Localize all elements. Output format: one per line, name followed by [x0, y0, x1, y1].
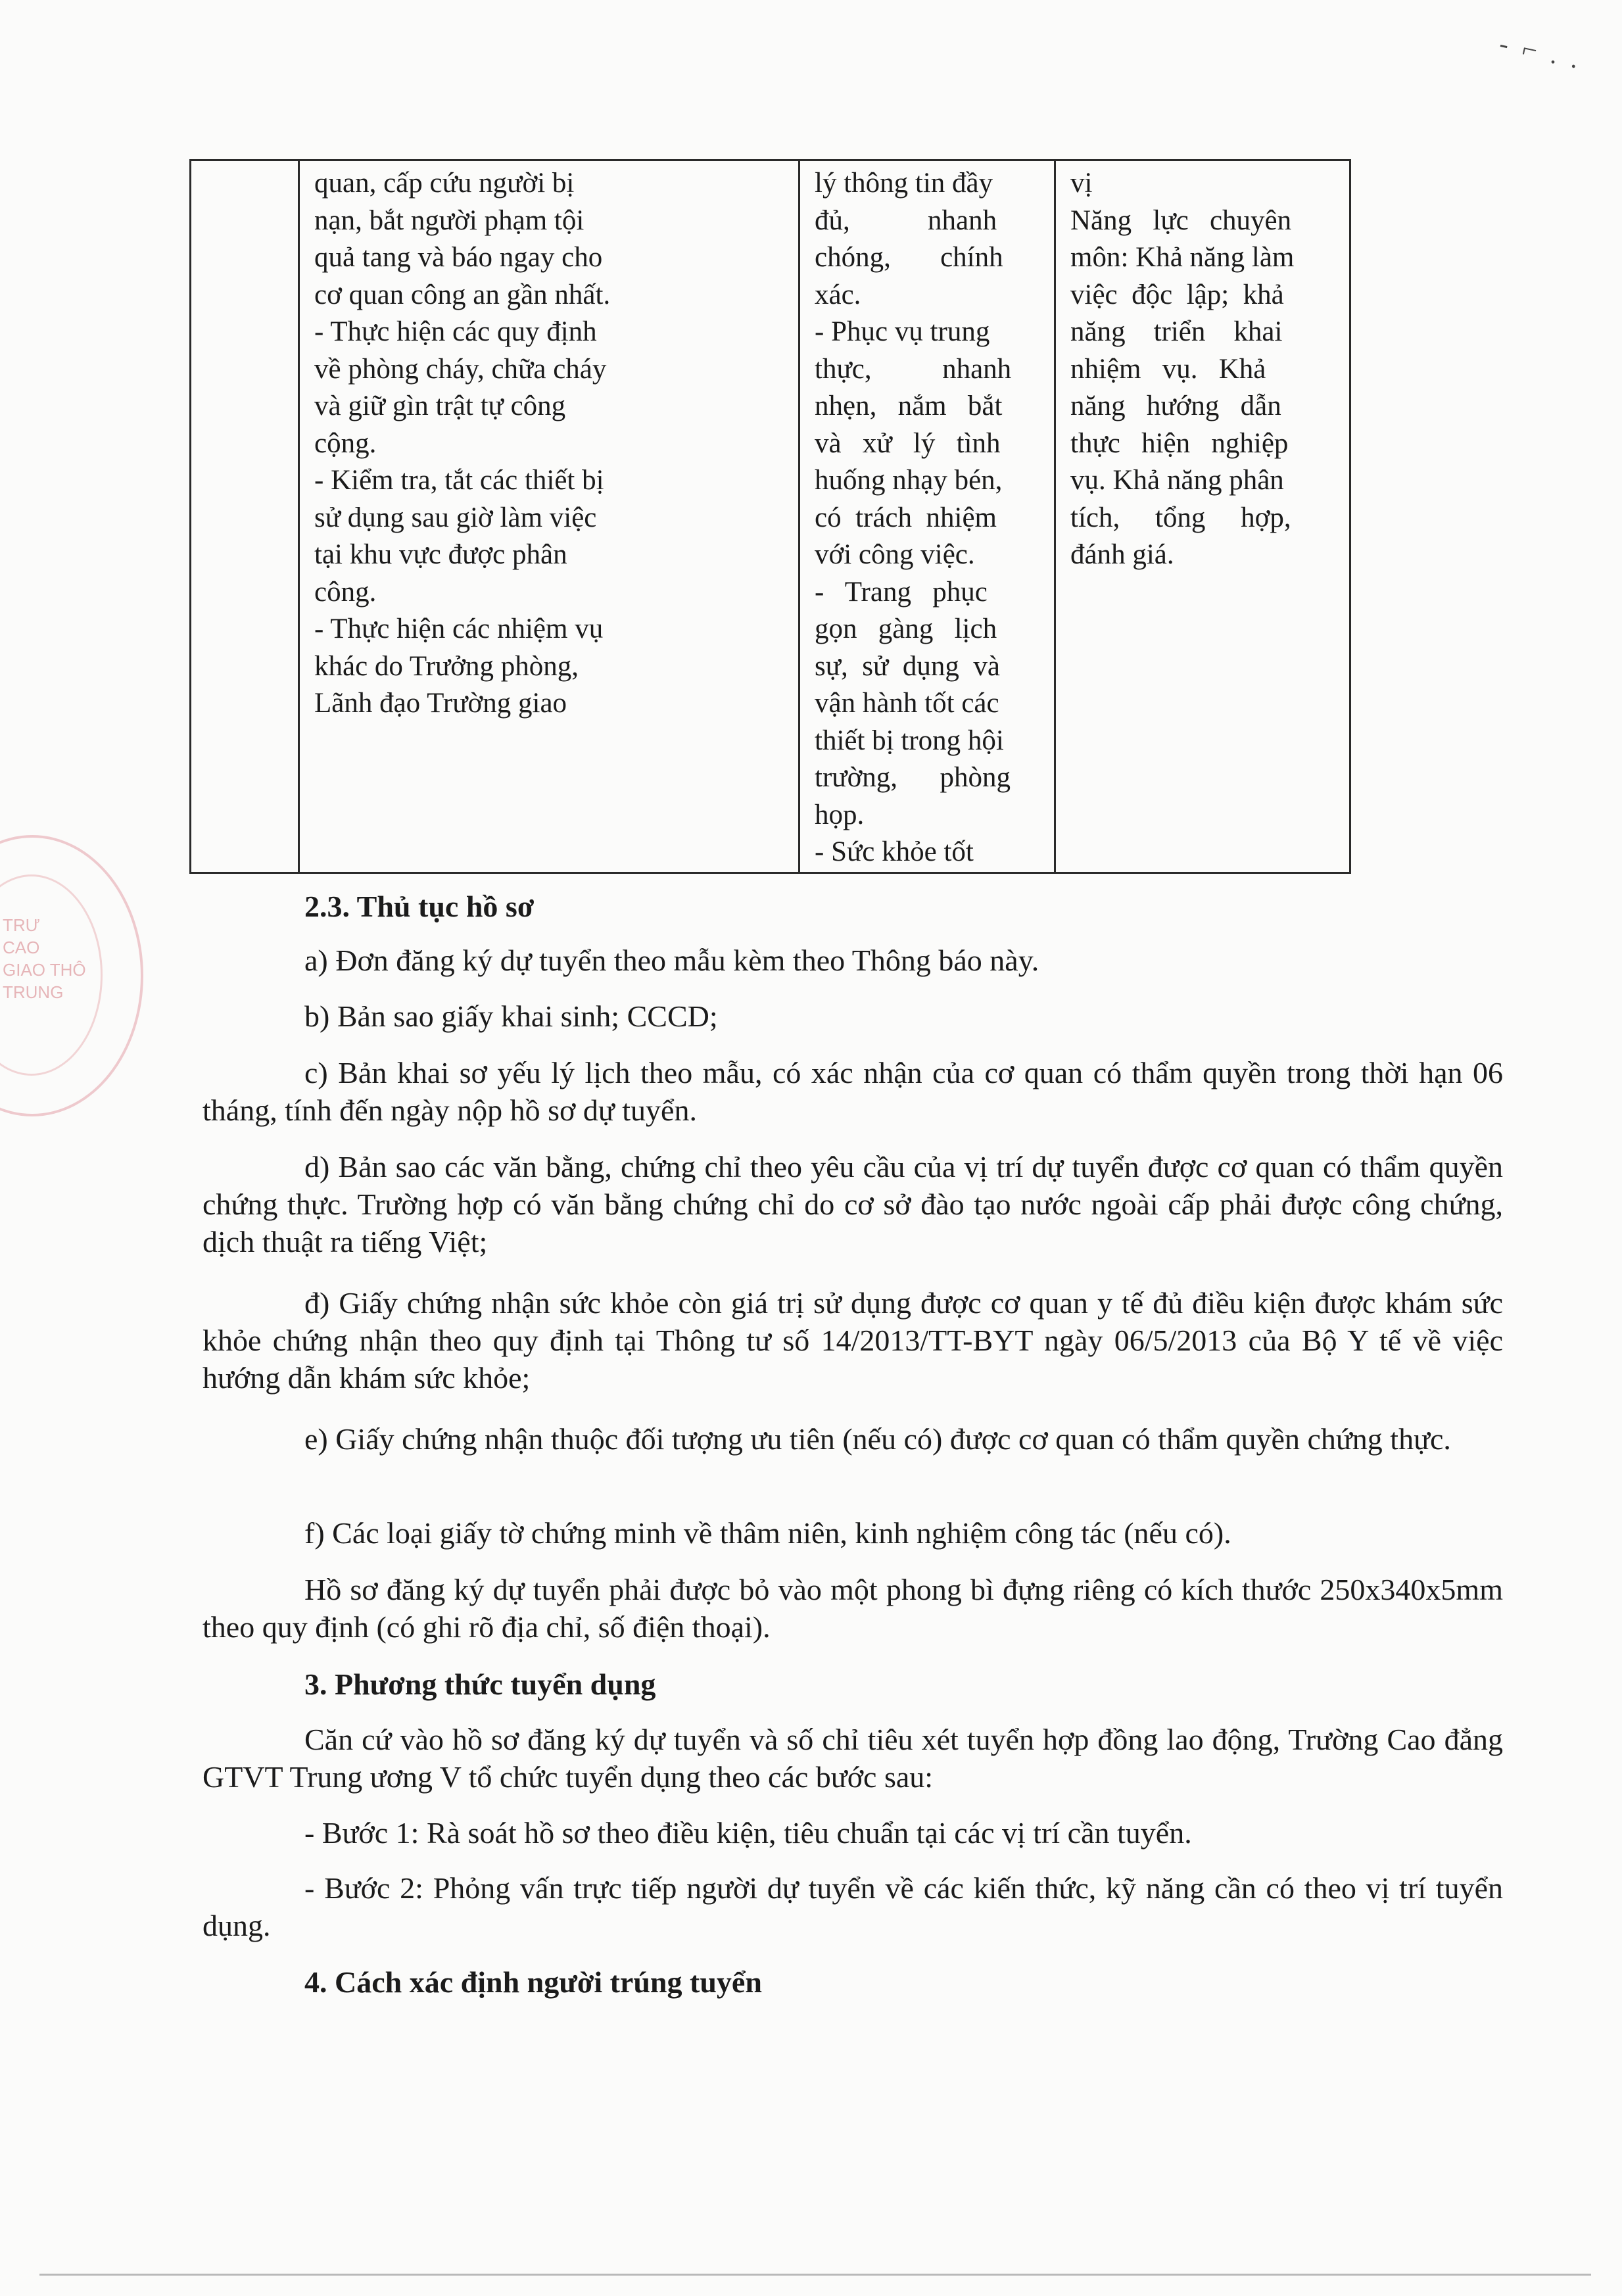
table-cell-competencies [1055, 160, 1350, 873]
list-item-e: e) Giấy chứng nhận thuộc đối tượng ưu tiên (nếu có) được cơ quan có thẩm quyền chứng thực. [304, 1422, 1451, 1456]
envelope-note: Hồ sơ đăng ký dự tuyển phải được bỏ vào một phong bì đựng riêng có kích thước 250x340x5mm theo quy định (có ghi rõ địa chỉ, số điện thoại). [203, 1573, 1503, 1644]
step-1: - Bước 1: Rà soát hồ sơ theo điều kiện, tiêu chuẩn tại các vị trí cần tuyển. [304, 1816, 1192, 1850]
list-item-b: b) Bản sao giấy khai sinh; CCCD; [304, 999, 718, 1033]
duties-text: quan, cấp cứu người bị nạn, bắt người phạm tội quả tang và báo ngay cho cơ quan công an gần nhất. - Thực hiện các quy định về phòng cháy, chữa cháy và giữ gìn trật tự công cộng. - Kiểm tra, tắt các thiết bị sử dụng sau giờ làm việc tại khu vực được phân công. - Thực hiện các nhiệm vụ khác do Trưởng phòng, Lãnh đạo Trường giao [314, 168, 611, 719]
list-item-a: a) Đơn đăng ký dự tuyển theo mẫu kèm theo Thông báo này. [304, 944, 1039, 977]
step-2: - Bước 2: Phỏng vấn trực tiếp người dự tuyển về các kiến thức, kỹ năng cần có theo vị trí tuyển dụng. [203, 1871, 1503, 1942]
competencies-text: vị Năng lực chuyên môn: Khả năng làm việc độc lập; khả năng triển khai nhiệm vụ. Khả năng hướng dẫn thực hiện nghiệp vụ. Khả năng phân tích, tổng hợp, đánh giá. [1070, 168, 1295, 570]
section-3-intro: Căn cứ vào hồ sơ đăng ký dự tuyển và số chỉ tiêu xét tuyển hợp đồng lao động, Trường Cao đẳng GTVT Trung ương V tổ chức tuyển dụng theo các bước sau: [203, 1723, 1503, 1794]
list-item-c: c) Bản khai sơ yếu lý lịch theo mẫu, có xác nhận của cơ quan có thẩm quyền trong thời hạn 06 tháng, tính đến ngày nộp hồ sơ dự tuyển. [203, 1056, 1503, 1127]
section-3-heading: 3. Phương thức tuyển dụng [304, 1667, 656, 1701]
list-item-d: d) Bản sao các văn bằng, chứng chỉ theo yêu cầu của vị trí dự tuyển được cơ quan có thẩm quyền chứng thực. Trường hợp có văn bằng chứng chỉ do cơ sở đào tạo nước ngoài cấp phải được công chứng, dịch thuật ra tiếng Việt; [203, 1150, 1503, 1258]
table-cell-duties [299, 160, 799, 873]
table-row [191, 160, 1350, 873]
list-item-f: f) Các loại giấy tờ chứng minh về thâm niên, kinh nghiệm công tác (nếu có). [304, 1516, 1231, 1550]
list-item-dd: đ) Giấy chứng nhận sức khỏe còn giá trị sử dụng được cơ quan y tế đủ điều kiện được khám sức khỏe chứng nhận theo quy định tại Thông tư số 14/2013/TT-BYT ngày 06/5/2013 của Bộ Y tế về việc hướng dẫn khám sức khỏe; [203, 1286, 1503, 1395]
scan-corner-marks: - ⌐ . . [1496, 28, 1586, 75]
section-2-3-heading: 2.3. Thủ tục hồ sơ [304, 890, 535, 923]
scan-bottom-edge [39, 2274, 1591, 2276]
table-cell-requirements [799, 160, 1055, 873]
job-description-table [189, 159, 1351, 874]
table-cell-index [191, 160, 299, 873]
section-4-heading: 4. Cách xác định người trúng tuyển [304, 1965, 762, 1999]
requirements-text: lý thông tin đầy đủ, nhanh chóng, chính xác. - Phục vụ trung thực, nhanh nhẹn, nắm bắt và xử lý tình huống nhạy bén, có trách nhiệm với công việc. - Trang phục gọn gàng lịch sự, sử dụng và vận hành tốt các thiết bị trong hội trường, phòng họp. - Sức khỏe tốt [815, 168, 1012, 867]
official-stamp-text: TRƯ CAO GIAO THÔ TRUNG [3, 915, 86, 1002]
